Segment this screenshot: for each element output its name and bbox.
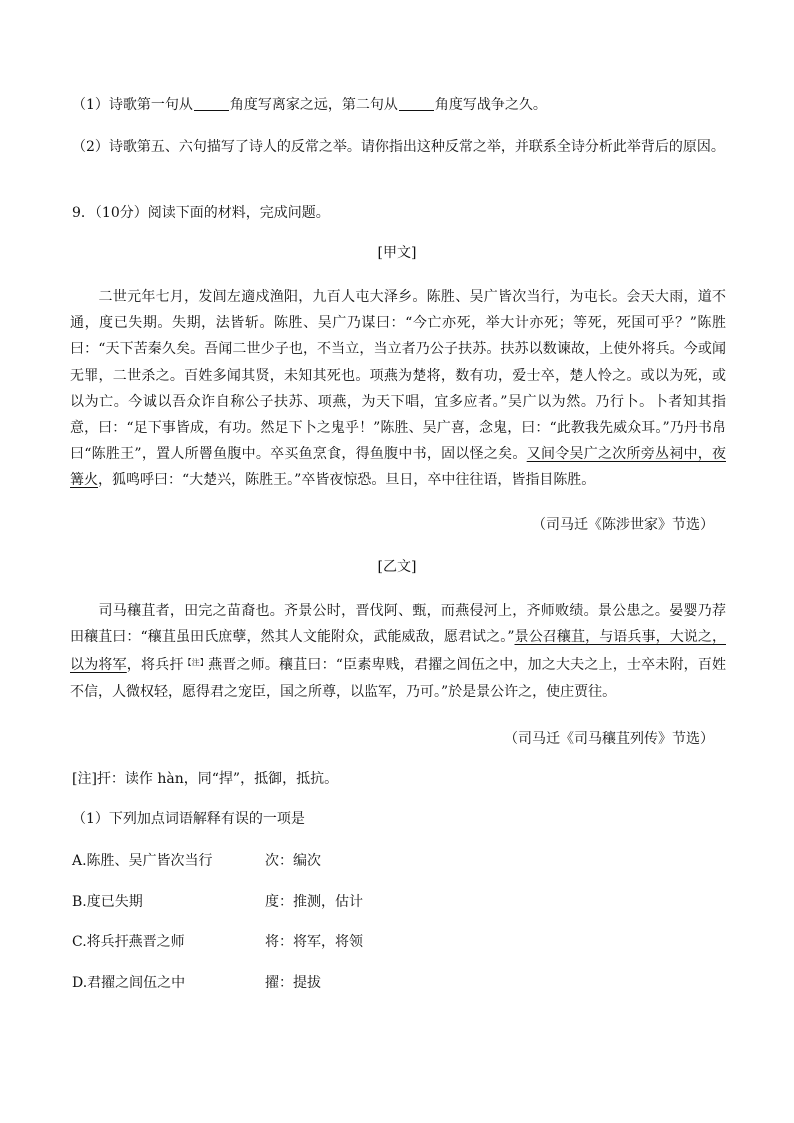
yi-text-3: 燕晋之师。穰苴曰：“臣素卑贱，君擢之闾伍之中，加之大夫之上，士卒未附，百姓不信，人微权轻，愿得君之宠臣，国之所尊，以监军，乃可。”於是景公许之，使庄贾往。 [70,657,727,700]
yi-text-2: ，将兵扞 [126,657,184,674]
q8-sub1 [72,96,547,114]
jia-text-1: 二世元年七月，发闾左適戍渔阳，九百人屯大泽乡。陈胜、吴广皆次当行，为屯长。会天大雨，道不通，度已失期。失期，法皆斩。陈胜、吴广乃谋曰：“今亡亦死，举大计亦死；等死，死国可乎？”陈胜曰：“天下苦秦久矣。吾闻二世少子也，不当立，当立者乃公子扶苏。扶苏以数谏故，上使外将兵。今或闻无罪，二世杀之。百姓多闻其贤，未知其死也。项燕为楚将，数有功，爱士卒，楚人怜之。或以为死，或以为亡。今诚以吾众诈自称公子扶苏、项燕，为天下唱，宜多应者。”吴广以为然。乃行卜。卜者知其指意，曰：“足下事皆成，有功。然足下卜之鬼乎！”陈胜、吴广喜，念鬼，曰：“此教我先威众耳。”乃丹书帛曰“陈胜王”，置人所罾鱼腹中。卒买鱼烹食，得鱼腹中书，固以怪之矣。 [70,289,726,463]
option-c-def: 将：将军，将领 [265,934,363,950]
q9-stem: 9．（10分）阅读下面的材料，完成问题。 [72,205,330,221]
jia-source: （司马迁《陈涉世家》节选） [532,517,714,533]
answer-blank-1[interactable] [194,96,229,111]
q8-sub2: （2）诗歌第五、六句描写了诗人的反常之举。请你指出这种反常之举，并联系全诗分析此举背后的原因。 [72,139,725,155]
note-marker: 【注】 [183,658,209,668]
yi-title: [乙文] [377,559,417,575]
jia-underlined-sentence: 又间令吴广之次所旁丛祠中，夜篝火 [70,446,726,489]
option-d-text: D.君擢之闾伍之中 [72,975,186,991]
option-a-text: A.陈胜、吴广皆次当行 [72,853,213,869]
answer-blank-2[interactable] [399,96,434,111]
annotation-note: [注]扞：读作 hàn，同“捍”，抵御，抵抗。 [72,771,339,787]
q9-sub1: （1）下列加点词语解释有误的一项是 [72,811,305,827]
option-b-text: B.度已失期 [72,894,143,910]
yi-text-1: 司马穰苴者，田完之苗裔也。齐景公时，晋伐阿、甄，而燕侵河上，齐师败绩。景公患之。晏婴乃荐田穰苴曰：“穰苴虽田氏庶孽，然其人文能附众，武能威敌，愿君试之。” [70,603,726,646]
jia-title: [甲文] [377,245,417,261]
q8-sub1-part-a: （1）诗歌第一句从 [72,97,193,113]
q8-sub1-part-b: 角度写离家之远，第二句从 [229,97,398,113]
jia-passage [70,284,726,494]
option-d-def: 擢：提拔 [265,975,321,991]
yi-underlined-sentence: 景公召穰苴，与语兵事，大说之，以为将军 [70,629,726,674]
option-a-def: 次：编次 [265,853,321,869]
yi-source: （司马迁《司马穰苴列传》节选） [504,731,714,747]
option-b-def: 度：推测，估计 [265,894,363,910]
option-c-text: C.将兵扞燕晋之师 [72,934,185,950]
yi-passage [70,598,726,705]
jia-text-2: ，狐鸣呼曰：“大楚兴，陈胜王。”卒皆夜惊恐。旦日，卒中往往语，皆指目陈胜。 [98,472,596,489]
q8-sub1-part-c: 角度写战争之久。 [434,97,547,113]
